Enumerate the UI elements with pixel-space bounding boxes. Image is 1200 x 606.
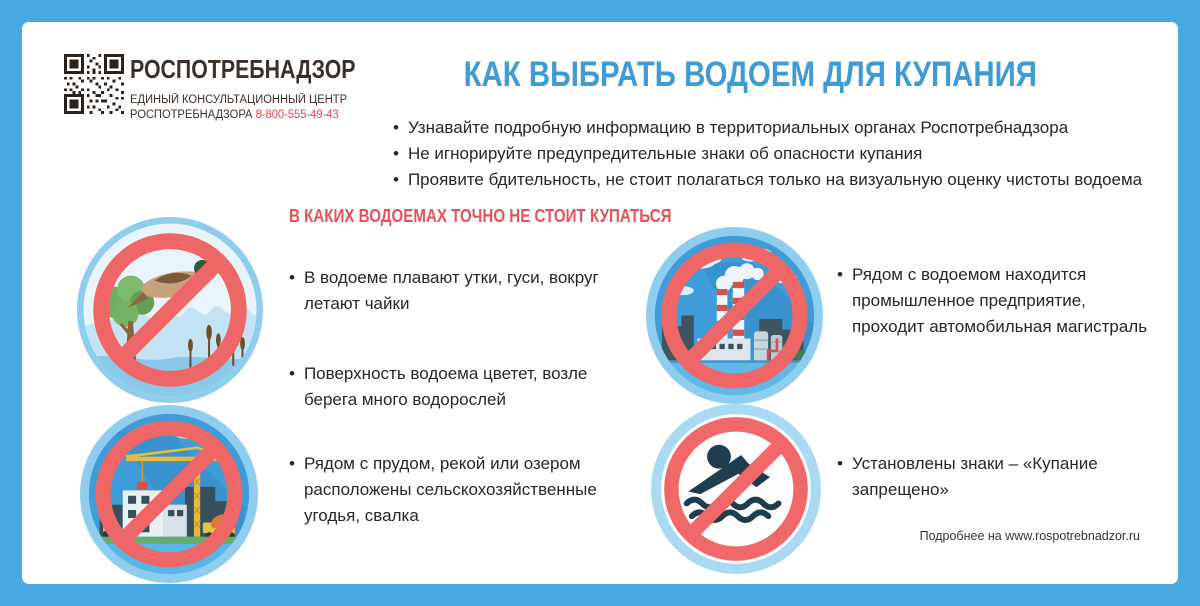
phone-number: 8-800-555-49-43 <box>255 109 339 121</box>
no-duck-pond-icon <box>77 217 263 403</box>
bullet-dot: • <box>393 118 399 137</box>
intro-bullet-item: • Не игнорируйте предупредительные знаки об опасности купания <box>393 141 1163 167</box>
footer-more-info: Подробнее на www.rospotrebnadzor.ru <box>919 529 1140 543</box>
bullet-dot: • <box>289 268 295 287</box>
warning-text-duck: • В водоеме плавают утки, гуси, вокруг летают чайки <box>289 265 634 317</box>
page-title: КАК ВЫБРАТЬ ВОДОЕМ ДЛЯ КУПАНИЯ <box>463 55 1037 94</box>
intro-bullet-item: • Проявите бдительность, не стоит полагаться только на визуальную оценку чистоты водоема <box>393 167 1163 193</box>
bullet-dot: • <box>289 364 295 383</box>
intro-bullet-item: • Узнавайте подробную информацию в территориальных органах Роспотребнадзора <box>393 115 1163 141</box>
no-swimming-sign-icon <box>651 404 821 574</box>
bullet-dot: • <box>837 454 843 473</box>
qr-code <box>64 54 124 116</box>
intro-bullet-list <box>393 115 1163 193</box>
center-line-2: РОСПОТРЕБНАДЗОРА 8-800-555-49-43 <box>130 109 339 121</box>
bullet-dot: • <box>393 144 399 163</box>
no-factory-icon <box>646 227 823 404</box>
bullet-dot: • <box>837 265 843 284</box>
warning-text-algae: • Поверхность водоема цветет, возле берега много водорослей <box>289 361 634 413</box>
bullet-dot: • <box>289 454 295 473</box>
bullet-dot: • <box>393 170 399 189</box>
consultation-center-lines <box>130 93 397 123</box>
warning-text-farmland: • Рядом с прудом, рекой или озером расположены сельскохозяйственные угодья, свалка <box>289 451 634 529</box>
warning-text-signs: • Установлены знаки – «Купание запрещено» <box>837 451 1162 503</box>
no-construction-icon <box>80 405 258 583</box>
org-name: РОСПОТРЕБНАДЗОР <box>130 54 356 84</box>
qr-code-graphic <box>64 54 124 114</box>
warning-text-industry: • Рядом с водоемом находится промышленное предприятие, проходит автомобильная магистраль <box>837 262 1162 340</box>
center-line-1: ЕДИНЫЙ КОНСУЛЬТАЦИОННЫЙ ЦЕНТР <box>130 94 348 106</box>
section-heading: В КАКИХ ВОДОЕМАХ ТОЧНО НЕ СТОИТ КУПАТЬСЯ <box>289 206 672 226</box>
